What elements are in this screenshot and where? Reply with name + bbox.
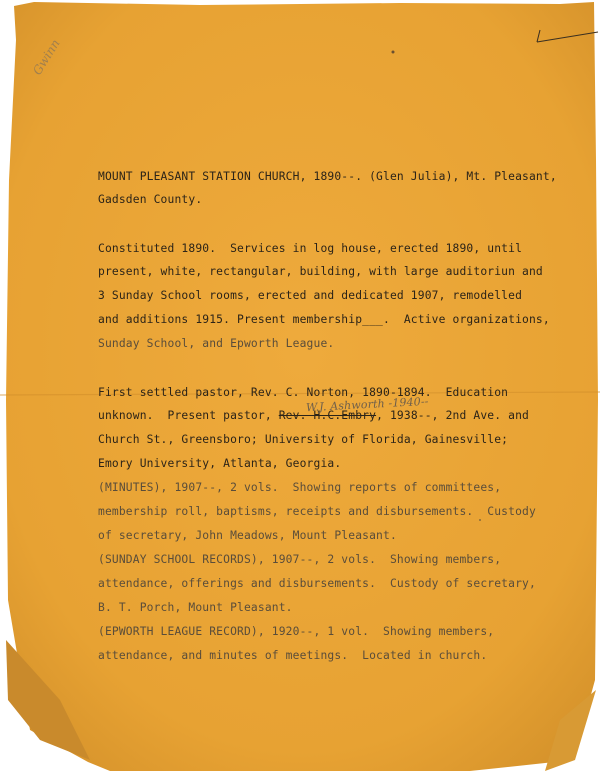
record-line-3: of secretary, John Meadows, Mount Pleasant. xyxy=(98,529,397,542)
record-line-1: (MINUTES), 1907--, 2 vols. Showing reports of committees, xyxy=(98,481,502,494)
paragraph-1-line-4: and additions 1915. Present membership___. Active organizations, xyxy=(98,313,550,326)
paper-speck xyxy=(392,51,395,54)
handwritten-pastor-insert: W.J. Ashworth -1940-- xyxy=(305,394,429,415)
margin-handwritten-note: Gwinn xyxy=(30,36,63,78)
record-line-5: attendance, offerings and disbursements. Custody of secretary, xyxy=(98,577,536,590)
pastor-text-start: unknown. Present pastor, xyxy=(98,409,279,422)
paragraph-2-line-1: First settled pastor, Rev. C. Norton, 1890-1894. Education xyxy=(98,386,509,399)
paragraph-1-line-3: 3 Sunday School rooms, erected and dedicated 1907, remodelled xyxy=(98,289,523,302)
paragraph-2-line-4: Emory University, Atlanta, Georgia. xyxy=(98,457,342,470)
record-line-4: (SUNDAY SCHOOL RECORDS), 1907--, 2 vols. Showing members, xyxy=(98,553,502,566)
record-line-2: membership roll, baptisms, receipts and disbursements. Custody xyxy=(98,505,536,518)
heading-line-2: Gadsden County. xyxy=(98,193,203,206)
record-line-8: attendance, and minutes of meetings. Located in church. xyxy=(98,649,488,662)
paragraph-1-line-5: Sunday School, and Epworth League. xyxy=(98,337,335,350)
paragraph-2-line-3: Church St., Greensboro; University of Florida, Gainesville; xyxy=(98,433,509,446)
paragraph-1-line-1: Constituted 1890. Services in log house, erected 1890, until xyxy=(98,242,523,255)
record-line-6: B. T. Porch, Mount Pleasant. xyxy=(98,601,293,614)
struck-pastor-name: Rev. H.C.Embry xyxy=(278,409,377,422)
heading-line-1: MOUNT PLEASANT STATION CHURCH, 1890--. (Glen Julia), Mt. Pleasant, xyxy=(98,170,557,183)
pastor-text-end: , 1938--, 2nd Ave. and xyxy=(376,409,529,422)
paper-speck xyxy=(479,519,481,521)
paragraph-1-line-2: present, white, rectangular, building, with large auditoriun and xyxy=(98,265,543,278)
record-line-7: (EPWORTH LEAGUE RECORD), 1920--, 1 vol. Showing members, xyxy=(98,625,495,638)
